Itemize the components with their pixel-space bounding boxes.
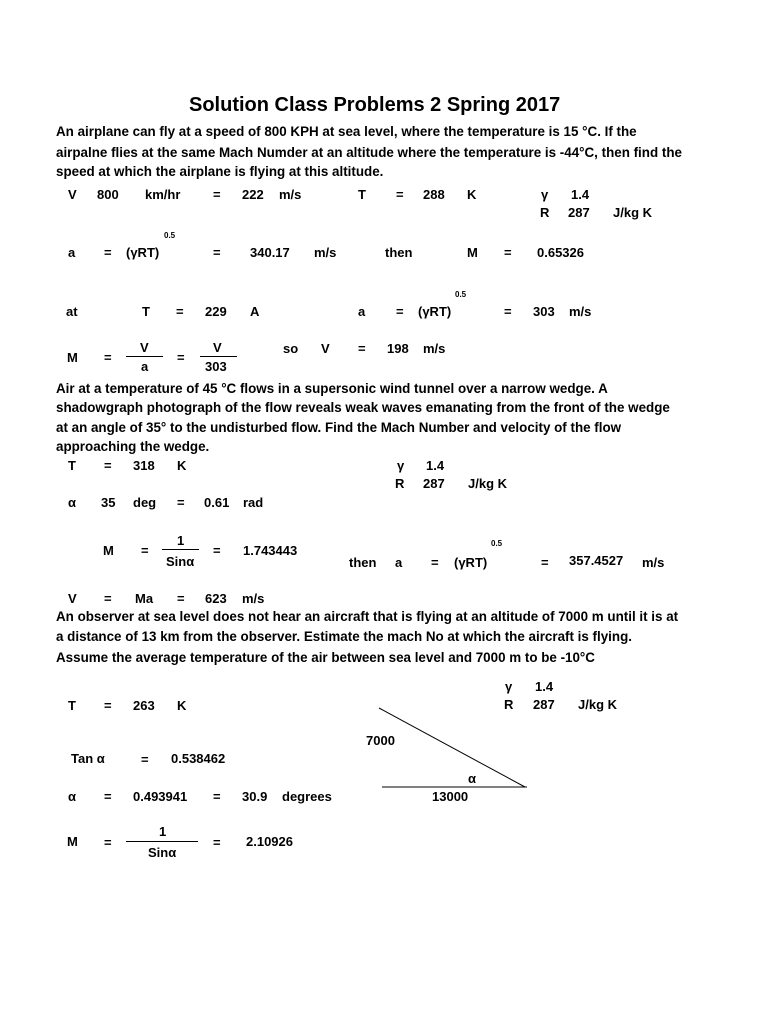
var-T: T bbox=[358, 187, 366, 202]
var-alpha: α bbox=[68, 495, 76, 510]
var-gamma: γ bbox=[505, 679, 513, 694]
equals: = bbox=[504, 304, 512, 319]
unit: K bbox=[467, 187, 477, 202]
word-at: at bbox=[66, 304, 78, 319]
problem2-text-line3: at an angle of 35° to the undisturbed flow. Find the Mach Number and velocity of the flow bbox=[56, 420, 622, 435]
equals: = bbox=[541, 555, 549, 570]
value: 357.4527 bbox=[569, 553, 624, 568]
value: 1.4 bbox=[426, 458, 445, 473]
var-a: a bbox=[395, 555, 403, 570]
unit: degrees bbox=[282, 789, 332, 804]
equals: = bbox=[396, 304, 404, 319]
var-V: V bbox=[68, 187, 77, 202]
triangle-angle-label: α bbox=[468, 771, 476, 786]
var-T: T bbox=[142, 304, 150, 319]
problem3-text-line2: a distance of 13 km from the observer. Estimate the mach No at which the aircraft is flying. bbox=[56, 629, 632, 644]
unit: K bbox=[177, 698, 187, 713]
value: 800 bbox=[97, 187, 119, 202]
fraction-denominator: Sinα bbox=[166, 554, 195, 569]
equals: = bbox=[358, 341, 366, 356]
exponent: 0.5 bbox=[491, 539, 503, 548]
var-R: R bbox=[504, 697, 514, 712]
equals: = bbox=[213, 835, 221, 850]
value: 1.743443 bbox=[243, 543, 298, 558]
expression: (γRT) bbox=[454, 555, 488, 570]
expression: (γRT) bbox=[126, 245, 160, 260]
unit: m/s bbox=[242, 591, 265, 606]
value: 35 bbox=[101, 495, 116, 510]
problem1-text-line2: airpalne flies at the same Mach Numder at an altitude where the temperature is -44°C, then find the bbox=[56, 145, 682, 160]
var-R: R bbox=[395, 476, 405, 491]
equals: = bbox=[141, 543, 149, 558]
value: 0.61 bbox=[204, 495, 230, 510]
var-M: M bbox=[467, 245, 478, 260]
unit: A bbox=[250, 304, 260, 319]
triangle-hypotenuse bbox=[379, 708, 525, 787]
fraction-numerator: 1 bbox=[177, 533, 185, 548]
var-M: M bbox=[67, 350, 78, 365]
page-title: Solution Class Problems 2 Spring 2017 bbox=[189, 94, 561, 116]
value: 263 bbox=[133, 698, 155, 713]
exponent: 0.5 bbox=[455, 290, 467, 299]
unit: m/s bbox=[642, 555, 665, 570]
equals: = bbox=[104, 698, 112, 713]
triangle-diagram bbox=[375, 706, 531, 792]
value: 222 bbox=[242, 187, 264, 202]
equals: = bbox=[141, 752, 149, 767]
value: 287 bbox=[533, 697, 555, 712]
unit: deg bbox=[133, 495, 157, 510]
equals: = bbox=[177, 495, 185, 510]
word-then: then bbox=[349, 555, 377, 570]
problem2-text-line4: approaching the wedge. bbox=[56, 439, 210, 454]
equals: = bbox=[504, 245, 512, 260]
value: 198 bbox=[387, 341, 409, 356]
value: 288 bbox=[423, 187, 445, 202]
var-V: V bbox=[321, 341, 330, 356]
tan-alpha: Tan α bbox=[71, 751, 105, 766]
unit: J/kg K bbox=[613, 205, 653, 220]
value: 318 bbox=[133, 458, 155, 473]
unit: m/s bbox=[569, 304, 592, 319]
problem3-text-line1: An observer at sea level does not hear an aircraft that is flying at an altitude of 7000 m until it is at bbox=[56, 609, 679, 624]
fraction-denominator: Sinα bbox=[148, 845, 177, 860]
fraction-denominator: 303 bbox=[205, 359, 227, 374]
var-gamma: γ bbox=[397, 458, 405, 473]
var-a: a bbox=[358, 304, 366, 319]
value: 0.65326 bbox=[537, 245, 584, 260]
var-R: R bbox=[540, 205, 550, 220]
unit: m/s bbox=[314, 245, 337, 260]
fraction-bar bbox=[126, 841, 198, 842]
value: 1.4 bbox=[571, 187, 590, 202]
equals: = bbox=[104, 245, 112, 260]
equals: = bbox=[431, 555, 439, 570]
triangle-height-label: 7000 bbox=[366, 733, 395, 748]
problem2-text-line2: shadowgraph photograph of the flow reveals weak waves emanating from the front of the wedge bbox=[56, 400, 670, 415]
var-V: V bbox=[68, 591, 77, 606]
exponent: 0.5 bbox=[164, 231, 176, 240]
equals: = bbox=[213, 245, 221, 260]
value: 0.493941 bbox=[133, 789, 188, 804]
equals: = bbox=[213, 187, 221, 202]
fraction-denominator: a bbox=[141, 359, 149, 374]
value: 2.10926 bbox=[246, 834, 293, 849]
unit: m/s bbox=[423, 341, 446, 356]
var-M: M bbox=[103, 543, 114, 558]
unit: K bbox=[177, 458, 187, 473]
value: 303 bbox=[533, 304, 555, 319]
unit: km/hr bbox=[145, 187, 181, 202]
equals: = bbox=[396, 187, 404, 202]
fraction-numerator: V bbox=[140, 340, 149, 355]
value: 623 bbox=[205, 591, 227, 606]
value: 229 bbox=[205, 304, 227, 319]
equals: = bbox=[104, 835, 112, 850]
equals: = bbox=[177, 350, 185, 365]
value: 287 bbox=[568, 205, 590, 220]
fraction-numerator: V bbox=[213, 340, 222, 355]
equals: = bbox=[176, 304, 184, 319]
problem3-text-line3: Assume the average temperature of the air between sea level and 7000 m to be -10°C bbox=[56, 650, 595, 665]
var-gamma: γ bbox=[541, 187, 549, 202]
unit: rad bbox=[243, 495, 264, 510]
value: 30.9 bbox=[242, 789, 268, 804]
value: 0.538462 bbox=[171, 751, 226, 766]
triangle-base-label: 13000 bbox=[432, 789, 469, 804]
var-T: T bbox=[68, 458, 76, 473]
word-so: so bbox=[283, 341, 299, 356]
var-alpha: α bbox=[68, 789, 76, 804]
value: 1.4 bbox=[535, 679, 554, 694]
fraction-bar bbox=[126, 356, 163, 357]
equals: = bbox=[104, 350, 112, 365]
unit: J/kg K bbox=[578, 697, 618, 712]
unit: J/kg K bbox=[468, 476, 508, 491]
unit: m/s bbox=[279, 187, 302, 202]
fraction-bar bbox=[200, 356, 237, 357]
equals: = bbox=[213, 543, 221, 558]
var-T: T bbox=[68, 698, 76, 713]
equals: = bbox=[104, 458, 112, 473]
var-a: a bbox=[68, 245, 76, 260]
fraction-bar bbox=[162, 549, 199, 550]
expression: Ma bbox=[135, 591, 154, 606]
problem1-text-line3: speed at which the airplane is flying at this altitude. bbox=[56, 164, 384, 179]
fraction-numerator: 1 bbox=[159, 824, 167, 839]
var-M: M bbox=[67, 834, 78, 849]
word-then: then bbox=[385, 245, 413, 260]
problem2-text-line1: Air at a temperature of 45 °C flows in a supersonic wind tunnel over a narrow wedge. A bbox=[56, 381, 608, 396]
equals: = bbox=[213, 789, 221, 804]
expression: (γRT) bbox=[418, 304, 452, 319]
equals: = bbox=[104, 591, 112, 606]
value: 287 bbox=[423, 476, 445, 491]
value: 340.17 bbox=[250, 245, 290, 260]
problem1-text-line1: An airplane can fly at a speed of 800 KPH at sea level, where the temperature is 15 °C. If the bbox=[56, 124, 637, 139]
equals: = bbox=[177, 591, 185, 606]
equals: = bbox=[104, 789, 112, 804]
